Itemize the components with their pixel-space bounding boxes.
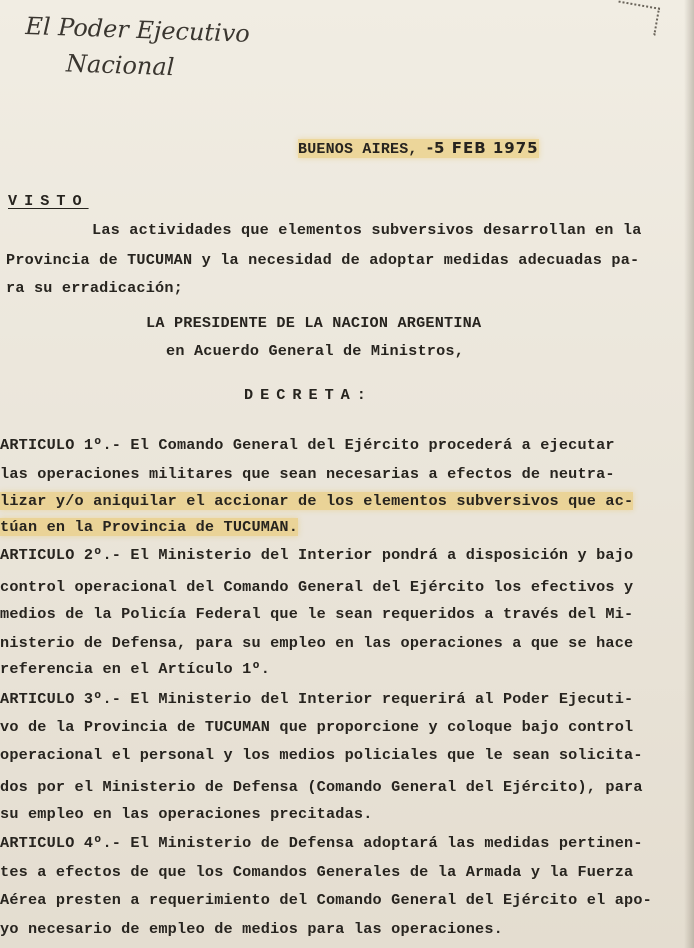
article-4-line: yo necesario de empleo de medios para las operaciones. [0,920,503,938]
article-3-line: vo de la Provincia de TUCUMAN que proporcione y coloque bajo control [0,718,634,736]
corner-mark [614,1,660,36]
article-4-line: tes a efectos de que los Comandos Generales de la Armada y la Fuerza [0,863,634,881]
visto-line: ra su erradicación; [6,279,183,297]
article-1-line: lizar y/o aniquilar el accionar de los elementos subversivos que ac- [0,492,634,510]
letterhead-line-2: Nacional [65,49,175,82]
date-stamp: -5 FEB 1975 [426,139,539,157]
article-3-line: operacional el personal y los medios policiales que le sean solicita- [0,746,643,764]
decreta-heading: DECRETA: [244,386,373,404]
visto-label: VISTO [8,192,89,210]
article-3-line: ARTICULO 3º.- El Ministerio del Interior requerirá al Poder Ejecuti- [0,690,634,708]
article-2-line: control operacional del Comando General del Ejército los efectivos y [0,578,634,596]
date-line [298,139,539,158]
place-name: BUENOS AIRES, [298,141,418,158]
article-1-line: túan en la Provincia de TUCUMAN. [0,518,299,536]
article-4-line: ARTICULO 4º.- El Ministerio de Defensa adoptará las medidas pertinen- [0,834,643,852]
article-2-line: referencia en el Artículo 1º. [0,660,271,678]
authority-line-1: LA PRESIDENTE DE LA NACION ARGENTINA [146,314,482,332]
visto-line: Provincia de TUCUMAN y la necesidad de adoptar medidas adecuadas pa- [6,251,640,269]
article-3-line: dos por el Ministerio de Defensa (Comando General del Ejército), para [0,778,643,796]
article-4-line: Aérea presten a requerimiento del Comando General del Ejército el apo- [0,891,652,909]
letterhead-line-1: El Poder Ejecutivo [24,11,251,48]
article-2-line: medios de la Policía Federal que le sean requeridos a través del Mi- [0,605,634,623]
article-1-line [0,465,615,483]
article-2-line: nisterio de Defensa, para su empleo en las operaciones a que se hace [0,634,634,652]
visto-line: Las actividades que elementos subversivos desarrollan en la [92,221,642,239]
article-1-line: ARTICULO 1º.- El Comando General del Ejército procederá a ejecutar [0,436,615,454]
article-3-line: su empleo en las operaciones precitadas. [0,805,373,823]
authority-line-2: en Acuerdo General de Ministros, [166,342,465,360]
article-2-line: ARTICULO 2º.- El Ministerio del Interior pondrá a disposición y bajo [0,546,634,564]
article-1-line-text: las operaciones militares que sean necesarias a efectos de neutra- [0,465,615,483]
letterhead [23,8,255,88]
